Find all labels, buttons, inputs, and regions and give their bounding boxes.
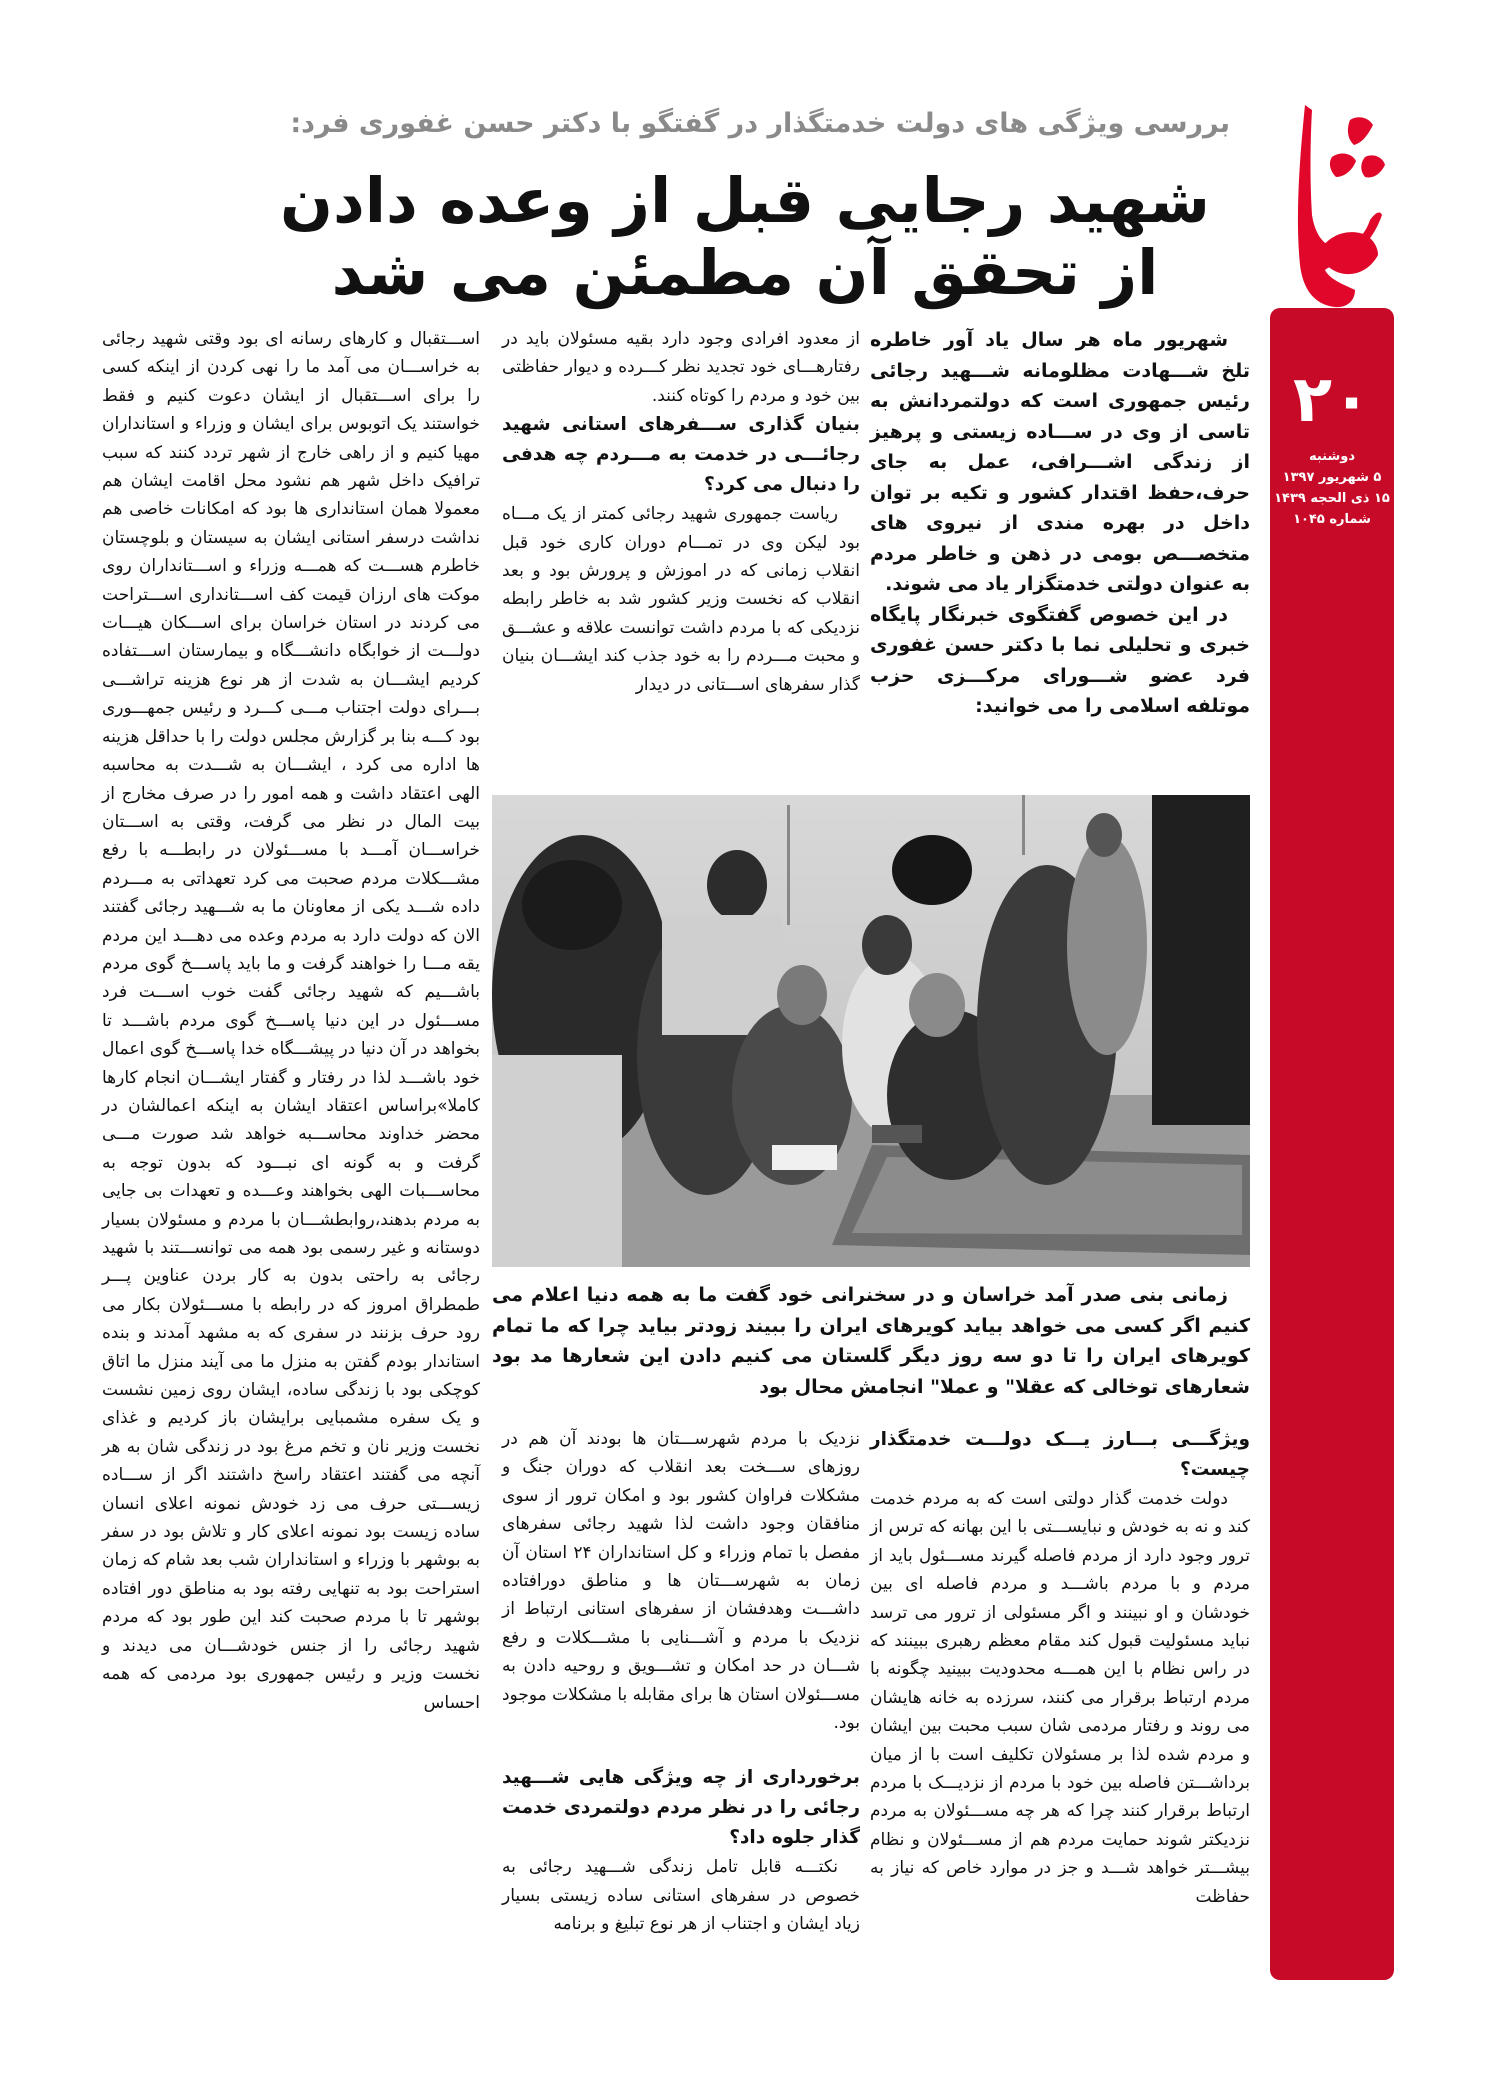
body-paragraph: از معدود افرادی وجود دارد بقیه مسئولان باید در رفتارهـــای خود تجدید نظر کـــرده و دیوار حفاظتی بین خود و مردم را کوتاه کنند. bbox=[502, 329, 860, 406]
question-heading-2: ویژگـــی بـــارز یـــک دولـــت خدمتگذار چیست؟ bbox=[870, 1429, 1250, 1480]
caption-text: زمانی بنی صدر آمد خراسان و در سخنرانی خود گفت ما به همه دنیا اعلام می کنیم اگر کسی می خواهد بیاید کویرهای ایران را ببیند زودتر بیاید چرا که ما تمام کویرهای ایران را تا دو سه روز دیگر گلستان می کنیم دادن این شعارها مد بود شعارهای توخالی که عقلا" و عملا" انجامش محال بود bbox=[492, 1284, 1250, 1398]
headline-line-1: شهید رجایی قبل از وعده دادن bbox=[280, 164, 1210, 237]
middle-column-top bbox=[502, 325, 860, 699]
body-paragraph: نزدیک با مردم شهرســـتان ها بودند آن هم در روزهای ســـخت بعد انقلاب که دوران جنگ و مشکلات فراوان کشور بود و امکان ترور از سوی منافقان وجود داشت لذا شهید رجائی سفرهای مفصل با تمام وزراء و کل استانداران ۲۴ استان آن زمان به شهرســـتان ها و مناطق دورافتاده داشـــت وهدفشان از سفرهای استانی ارتباط از نزدیک با مردم و آشـــنایی با مشـــکلات و رفع شـــان در حد امکان و تشـــویق و روحیه دادن به مســـئولان استان ها برای مقابله با مشکلات موجود بود. bbox=[501, 1429, 860, 1734]
lead-paragraph-1: شهریور ماه هر سال یاد آور خاطره تلخ شـــهادت مظلومانه شـــهید رجائی رئیس جمهوری است که دولتمردانش به تاسی از وی در ســـاده زیستی و پرهیز از زندگی اشـــرافی، عمل به جای حرف،حفظ اقتدار کشور و تکیه بر توان داخل در بهره مندی از نیروی های متخصـــص بومی در ذهن و خاطر مردم به عنوان دولتی خدمتگزار یاد می شوند. bbox=[870, 329, 1250, 595]
solar-date: ۵ شهریور ۱۳۹۷ bbox=[1282, 470, 1382, 485]
answer-paragraph-3: نکتـــه قابل تامل زندگی شـــهید رجائی به خصوص در سفرهای استانی ساده زیستی بسیار زیاد ایشان و اجتناب از هر نوع تبلیغ و برنامه bbox=[502, 1857, 860, 1935]
question-heading-3: برخورداری از چه ویژگی هایی شـــهید رجائی را در نظر مردم دولتمردی خدمت گذار جلوه داد؟ bbox=[502, 1767, 860, 1849]
answer-paragraph-2: دولت خدمت گذار دولتی است که به مردم خدمت کند و نه به خودش و نبایســـتی با این بهانه که ترس از ترور وجود دارد از مردم فاصله گیرند مســـئول باید از مردم و با مردم باشـــد و مردم فاصله ای بین خودشان و او نبینند و اگر مسئولی از ترور می ترسد نباید مسئولیت قبول کند مقام معظم رهبری ببینند که در راس نظام با این همـــه محدودیت ببینید چگونه با مردم ارتباط برقرار می کنند، سرزده به خانه هایشان می روند و رفتار مردمی شان سبب محبت بین ایشان و مردم شده لذا بر مسئولان تکلیف است با از میان برداشـــتن فاصله بین خود با مردم از نزدیـــک با مردم ارتباط برقرار کنند چرا که هر چه مســـئولان به مردم نزدیکتر شوند حمایت مردم هم از مســـئولان و نظام بیشـــتر خواهد شـــد و جز در موارد خاص که نیاز به حفاظت bbox=[870, 1489, 1250, 1907]
right-column-bottom bbox=[870, 1425, 1250, 1911]
middle-column-bottom bbox=[502, 1425, 860, 1939]
lunar-date: ۱۵ ذی الحجه ۱۴۳۹ bbox=[1274, 491, 1390, 506]
headline bbox=[255, 165, 1235, 309]
left-column bbox=[102, 325, 480, 1717]
answer-paragraph-1: ریاست جمهوری شهید رجائی کمتر از یک مـــاه بود لیکن وی در تمـــام دوران کاری خود قبل انقلاب زمانی که در اموزش و پرورش بود و بعد انقلاب که نخست وزیر کشور شد به خاطر رابطه نزدیکی که با مردم داشت توانست علاقه و عشـــق و محبت مـــردم را به خود جذب کند ایشـــان بنیان گذار سفرهای اســـتانی در دیدار bbox=[502, 504, 860, 695]
weekday: دوشنبه bbox=[1308, 449, 1356, 464]
issue-date-bar bbox=[1270, 308, 1394, 1980]
question-heading-1: بنیان گذاری ســـفرهای استانی شهید رجائـــی در خدمت به مـــردم چه هدفی را دنبال می کرد؟ bbox=[502, 414, 860, 496]
issue-number: شماره ۱۰۴۵ bbox=[1293, 512, 1371, 527]
headline-line-2: از تحقق آن مطمئن می شد bbox=[331, 236, 1159, 309]
body-paragraph: اســـتقبال و کارهای رسانه ای بود وقتی شهید رجائی به خراســـان می آمد ما را نهی کردن از اینکه کسی را برای اســـتقبال از ایشان دعوت کنیم و فقط خواستند یک اتوبوس برای ایشان و وزراء و استانداران مهیا کنیم و از راهی خارج از شهر تردد کنند که سبب ترافیک داخل شهر هم نشود محل اقامت ایشان هم معمولا همان استانداری ها بود که امکانات خاصی هم نداشت درسفر استانی ایشان به سیستان و بلوچستان خاطرم هســـت که همـــه وزراء و اســـتانداران روی موکت های ارزان قیمت کف اســـتانداری اســـتراحت می کردند در استان خراسان برای اســـکان هیـــات دولـــت از خوابگاه دانشـــگاه و بیمارستان اســـتفاده کردیم ایشـــان به شدت از هر نوع هزینه تراشـــی بـــرای دولت اجتناب مـــی کـــرد و رئیس جمهـــوری بود کـــه بنا بر گزارش مجلس دولت را با حداقل هزینه ها اداره می کرد ، ایشـــان به شـــدت به محاسبه الهی اعتقاد داشت و همه امور را در صرف مخارج از بیت المال در نظر می گرفت، وقتی به اســـتان خراســـان آمـــد با مســـئولان در رابطـــه با رفع مشـــکلات مردم صحبت می کرد تعهداتی به مـــردم داده شـــد یکی از معاونان ما به شـــهید رجائی گفتند الان که دولت دارد به مردم وعده می دهـــد این مردم یقه مـــا را خواهند گرفت و ما باید پاســـخ گوی مردم باشـــیم که شهید رجائی گفت خوب اســـت فرد مســـئول در این دنیا پاســـخ گوی مردم باشـــد تا بخواهد در آن دنیا در پیشـــگاه خدا پاســـخ گوی اعمال خود باشـــد لذا در رفتار و گفتار ایشـــان انجام کارها کاملا»براساس اعتقاد ایشان به اینکه اعمالشان در محضر خداوند محاســـبه خواهد شد صورت مـــی گرفت و به گونه ای نبـــود که بدون توجه به محاســـبات الهی بخواهند وعـــده و تعهدات بی جایی به مردم بدهند،روابطشـــان با مردم و مسئولان بسیار دوستانه و غیر رسمی بود همه می توانســـتند با شهید رجائی به راحتی بدون به کار بردن عناوین پـــر طمطراق امروز که در رابطه با مســـئولان بکار می رود حرف بزنند در سفری که به مشهد آمدند و بنده استاندار بودم گفتن به منزل ما می آیند منزل ما اتاق کوچکی بود با زندگی ساده، ایشان روی زمین نشست و یک سفره مشمبایی برایشان باز کردیم و غذای نخست وزیر نان و تخم مرغ بود در زندگی شان به هر آنچه می گفتند اعتقاد راسخ داشتند اگر از ســـاده زیســـتی حرف می زد خودش نمونه اعلای انسان ساده زیست بود نمونه اعلای کار و تلاش بود در سفر به بوشهر با وزراء و استانداران شب بعد شام که زمان استراحت بود به تنهایی رفته بود به مناطق دور افتاده بوشهر تا با مردم صحبت کند این طور بود که مردم شهید رجائی را از جنس خودشـــان می دیدند و نخست وزیر و رئیس جمهوری بود مردمی که همه احساس bbox=[102, 329, 480, 1713]
masthead-logo bbox=[1270, 95, 1395, 310]
photo-image bbox=[492, 795, 1250, 1267]
shoma-logo-icon bbox=[1270, 95, 1395, 310]
page-number: ۲۰ bbox=[1292, 363, 1372, 437]
lead-paragraph-2: در این خصوص گفتگوی خبرنگار پایگاه خبری و تحلیلی نما با دکتر حسن غفوری فرد عضو شـــورای مرکـــزی حزب موتلفه اسلامی را می خوانید: bbox=[870, 603, 1250, 717]
kicker: بررسی ویژگی های دولت خدمتگذار در گفتگو با دکتر حسن غفوری فرد: bbox=[290, 108, 1230, 139]
photo-caption bbox=[492, 1280, 1250, 1402]
lead-column bbox=[870, 325, 1250, 722]
article-photo bbox=[492, 795, 1250, 1267]
